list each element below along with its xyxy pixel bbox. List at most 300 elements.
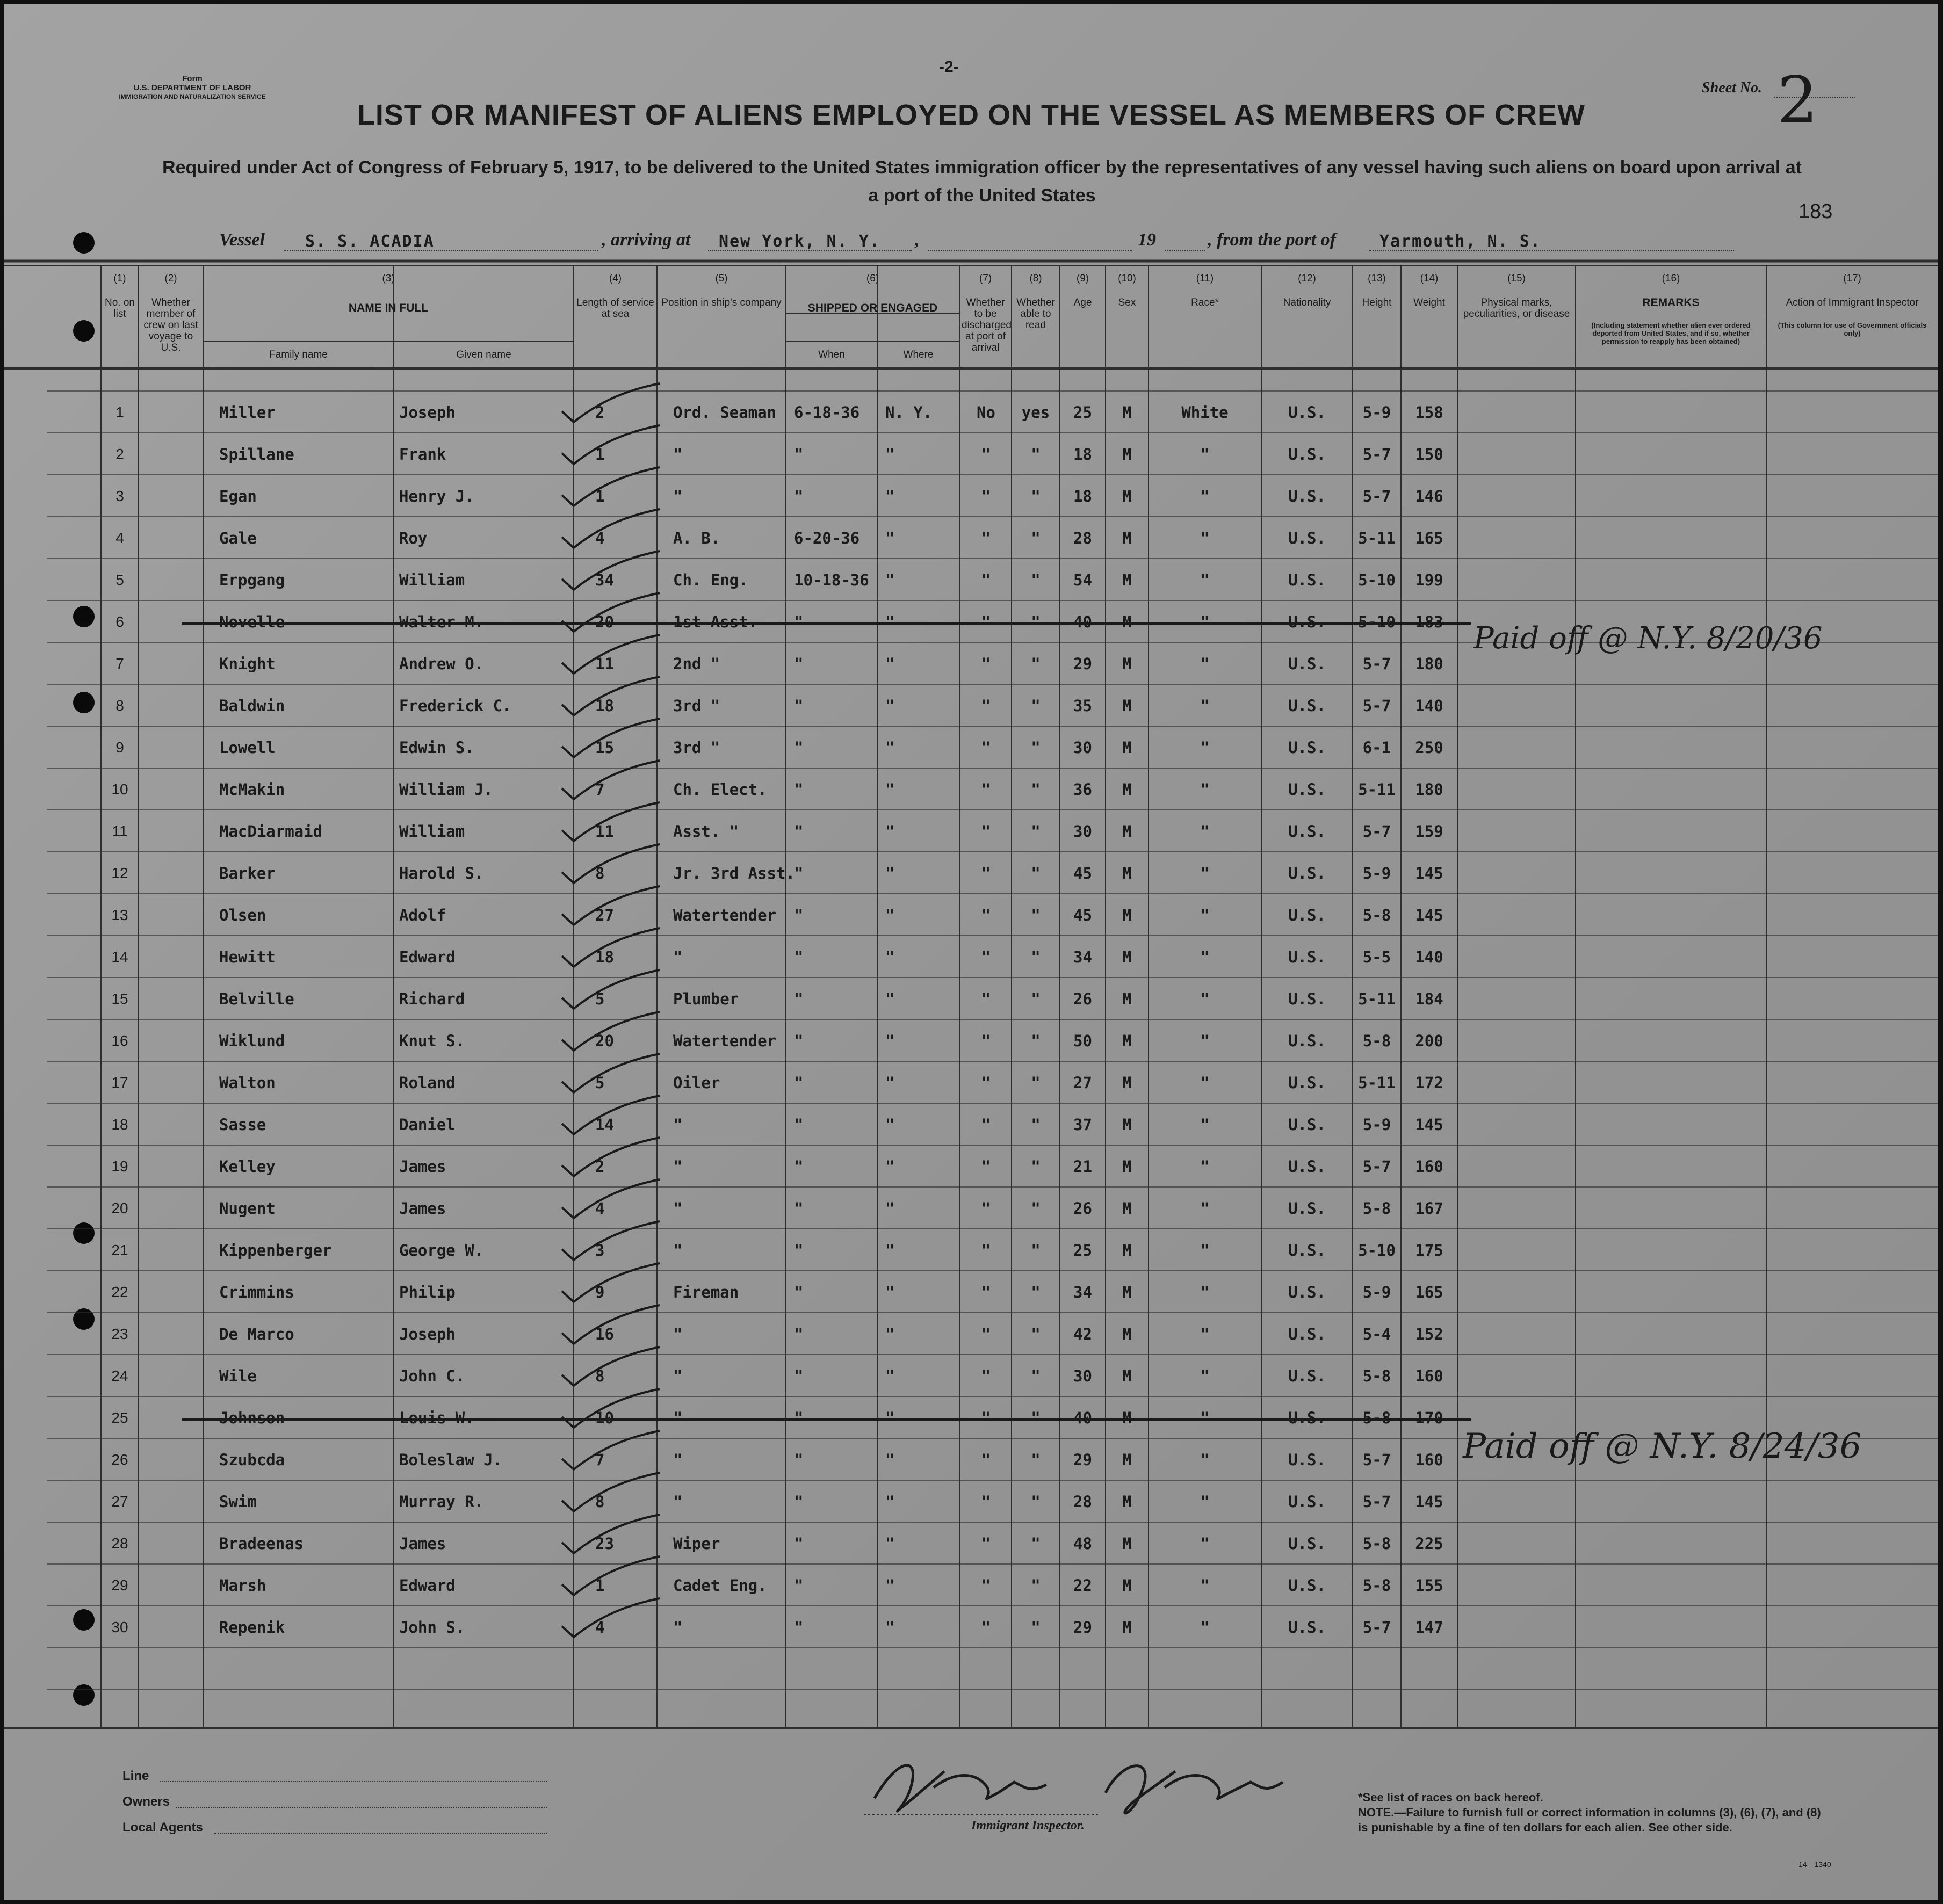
cell-service: 1 (595, 487, 605, 505)
cell-read: " (1031, 697, 1041, 715)
cell-family: Olsen (219, 906, 266, 924)
column-number: (6) (866, 273, 879, 284)
cell-weight: 175 (1415, 1241, 1443, 1259)
cell-where: " (885, 571, 895, 589)
cell-family: Wiklund (219, 1032, 285, 1050)
cell-where: N. Y. (885, 403, 933, 422)
cell-service: 1 (595, 1576, 605, 1595)
cell-position: " (673, 1367, 683, 1385)
cell-when: " (794, 1618, 804, 1637)
cell-where: " (885, 1576, 895, 1595)
cell-sex: M (1122, 403, 1132, 422)
cell-when: " (794, 1534, 804, 1553)
cell-race: " (1200, 739, 1210, 757)
cell-race: " (1200, 1199, 1210, 1218)
cell-position: 2nd " (673, 655, 720, 673)
cell-discharged: " (981, 1032, 991, 1050)
cell-race: " (1200, 864, 1210, 882)
cell-sex: M (1122, 1032, 1132, 1050)
cell-no: 27 (111, 1493, 128, 1510)
cell-where: " (885, 613, 895, 631)
cell-race: " (1200, 697, 1210, 715)
column-number: (15) (1507, 273, 1526, 284)
cell-given: John C. (399, 1367, 465, 1385)
cell-height: 5-7 (1362, 1157, 1391, 1176)
check-mark-icon (558, 505, 665, 553)
cell-no: 28 (111, 1535, 128, 1552)
cell-where: " (885, 655, 895, 673)
check-mark-icon (558, 1468, 665, 1517)
cell-position: " (673, 1241, 683, 1259)
cell-sex: M (1122, 1074, 1132, 1092)
cell-service: 8 (595, 1493, 605, 1511)
column-subheader: Where (903, 349, 934, 360)
cell-height: 5-8 (1362, 1367, 1391, 1385)
cell-service: 27 (595, 906, 614, 924)
cell-weight: 184 (1415, 990, 1443, 1008)
column-number: (3) (382, 273, 395, 284)
cell-where: " (885, 906, 895, 924)
strike-line (182, 1418, 1471, 1421)
cell-service: 5 (595, 990, 605, 1008)
cell-weight: 145 (1415, 1493, 1443, 1511)
cell-sex: M (1122, 1116, 1132, 1134)
cell-position: " (673, 1325, 683, 1343)
cell-age: 29 (1073, 1451, 1092, 1469)
cell-nationality: U.S. (1288, 571, 1326, 589)
cell-when: " (794, 1576, 804, 1595)
cell-position: Jr. 3rd Asst. (673, 864, 795, 882)
cell-read: " (1031, 1618, 1041, 1637)
cell-weight: 167 (1415, 1199, 1443, 1218)
cell-height: 6-1 (1362, 739, 1391, 757)
cell-family: Barker (219, 864, 276, 882)
cell-service: 18 (595, 697, 614, 715)
column-header: Length of service at sea (576, 297, 654, 320)
cell-height: 5-7 (1362, 822, 1391, 841)
cell-family: Crimmins (219, 1283, 294, 1301)
cell-when: " (794, 1032, 804, 1050)
cell-weight: 145 (1415, 1116, 1443, 1134)
cell-service: 7 (595, 780, 605, 799)
cell-family: Lowell (219, 739, 276, 757)
cell-sex: M (1122, 948, 1132, 966)
cell-service: 8 (595, 1367, 605, 1385)
cell-position: A. B. (673, 529, 720, 547)
cell-nationality: U.S. (1288, 948, 1326, 966)
cell-where: " (885, 1493, 895, 1511)
cell-sex: M (1122, 1283, 1132, 1301)
cell-race: " (1200, 1325, 1210, 1343)
page-subtitle: Required under Act of Congress of February 5, 1917, to be delivered to the United States immigration officer by the representatives of any vessel having such aliens on board upon arrival at a port of the United States (162, 157, 1802, 206)
cell-nationality: U.S. (1288, 1409, 1326, 1427)
column-number: (1) (113, 273, 126, 284)
cell-where: " (885, 1451, 895, 1469)
cell-when: " (794, 1451, 804, 1469)
cell-when: " (794, 948, 804, 966)
cell-no: 26 (111, 1451, 128, 1468)
cell-given: Roland (399, 1074, 456, 1092)
cell-given: Edward (399, 948, 456, 966)
cell-when: " (794, 1241, 804, 1259)
cell-where: " (885, 1032, 895, 1050)
cell-sex: M (1122, 1199, 1132, 1218)
inspector-label: Immigrant Inspector. (971, 1819, 1085, 1833)
column-header: Whether member of crew on last voyage to U.S. (143, 297, 198, 353)
cell-family: Spillane (219, 445, 294, 464)
column-header: Sex (1118, 297, 1136, 308)
cell-when: " (794, 697, 804, 715)
cell-no: 18 (111, 1116, 128, 1133)
cell-position: Watertender (673, 906, 777, 924)
cell-family: Swim (219, 1493, 257, 1511)
cell-age: 30 (1073, 822, 1092, 841)
cell-race: " (1200, 948, 1210, 966)
cell-age: 30 (1073, 1367, 1092, 1385)
cell-discharged: " (981, 445, 991, 464)
cell-given: William (399, 822, 465, 841)
cell-weight: 158 (1415, 403, 1443, 422)
local-agents-label: Local Agents (122, 1820, 203, 1835)
cell-discharged: " (981, 1576, 991, 1595)
cell-no: 6 (115, 613, 124, 630)
cell-where: " (885, 445, 895, 464)
cell-race: White (1181, 403, 1229, 422)
cell-family: Nugent (219, 1199, 276, 1218)
cell-race: " (1200, 1534, 1210, 1553)
cell-nationality: U.S. (1288, 780, 1326, 799)
cell-no: 25 (111, 1409, 128, 1426)
cell-when: " (794, 864, 804, 882)
line-label: Line (122, 1769, 149, 1783)
page-mark: -2- (939, 58, 959, 76)
cell-given: James (399, 1199, 446, 1218)
cell-discharged: " (981, 571, 991, 589)
cell-nationality: U.S. (1288, 906, 1326, 924)
cell-height: 5-7 (1362, 655, 1391, 673)
cell-when: " (794, 1367, 804, 1385)
cell-where: " (885, 1325, 895, 1343)
cell-discharged: " (981, 1157, 991, 1176)
cell-sex: M (1122, 1534, 1132, 1553)
column-note: (Including statement whether alien ever ordered deported from United States, and if so, whether permission to reapply has been obtained) (1591, 321, 1751, 345)
cell-age: 34 (1073, 1283, 1092, 1301)
page-title: LIST OR MANIFEST OF ALIENS EMPLOYED ON THE VESSEL AS MEMBERS OF CREW (357, 99, 1586, 131)
column-number: (12) (1298, 273, 1316, 284)
cell-given: Frank (399, 445, 446, 464)
cell-age: 48 (1073, 1534, 1092, 1553)
cell-discharged: " (981, 1534, 991, 1553)
cell-weight: 150 (1415, 445, 1443, 464)
cell-when: " (794, 487, 804, 505)
cell-given: Walter M. (399, 613, 484, 631)
cell-given: William (399, 571, 465, 589)
cell-sex: M (1122, 1157, 1132, 1176)
arriving-label: , arriving at (602, 230, 691, 250)
cell-no: 14 (111, 949, 128, 965)
cell-height: 5-9 (1362, 864, 1391, 882)
cell-read: " (1031, 1032, 1041, 1050)
cell-nationality: U.S. (1288, 1157, 1326, 1176)
cell-discharged: " (981, 780, 991, 799)
cell-race: " (1200, 613, 1210, 631)
cell-height: 5-4 (1362, 1325, 1391, 1343)
cell-where: " (885, 487, 895, 505)
check-mark-icon (558, 1133, 665, 1182)
cell-discharged: " (981, 1409, 991, 1427)
cell-age: 36 (1073, 780, 1092, 799)
cell-height: 5-8 (1362, 906, 1391, 924)
cell-position: " (673, 1157, 683, 1176)
cell-discharged: " (981, 1451, 991, 1469)
cell-where: " (885, 739, 895, 757)
cell-age: 35 (1073, 697, 1092, 715)
cell-height: 5-11 (1358, 529, 1396, 547)
cell-age: 18 (1073, 487, 1092, 505)
cell-height: 5-7 (1362, 1493, 1391, 1511)
cell-weight: 165 (1415, 529, 1443, 547)
cell-given: Richard (399, 990, 465, 1008)
column-number: (16) (1662, 273, 1680, 284)
cell-height: 5-7 (1362, 445, 1391, 464)
strike-line (182, 622, 1471, 625)
cell-position: Ord. Seaman (673, 403, 777, 422)
check-mark-icon (558, 798, 665, 846)
cell-height: 5-5 (1362, 948, 1391, 966)
cell-where: " (885, 1074, 895, 1092)
cell-height: 5-11 (1358, 1074, 1396, 1092)
column-note: (This column for use of Government officials only) (1778, 321, 1927, 337)
cell-sex: M (1122, 1576, 1132, 1595)
cell-family: McMakin (219, 780, 285, 799)
cell-when: 10-18-36 (794, 571, 869, 589)
cell-no: 11 (112, 823, 128, 839)
cell-family: Knight (219, 655, 276, 673)
cell-position: 1st Asst. (673, 613, 758, 631)
inspector-signature (853, 1739, 1294, 1830)
cell-age: 29 (1073, 655, 1092, 673)
check-mark-icon (558, 589, 665, 637)
cell-height: 5-7 (1362, 487, 1391, 505)
cell-read: " (1031, 1283, 1041, 1301)
cell-position: " (673, 445, 683, 464)
cell-when: " (794, 906, 804, 924)
cell-when: " (794, 739, 804, 757)
cell-read: " (1031, 906, 1041, 924)
check-mark-icon (558, 547, 665, 595)
cell-weight: 152 (1415, 1325, 1443, 1343)
cell-service: 7 (595, 1451, 605, 1469)
cell-sex: M (1122, 1618, 1132, 1637)
cell-discharged: " (981, 906, 991, 924)
cell-height: 5-11 (1358, 990, 1396, 1008)
cell-race: " (1200, 990, 1210, 1008)
cell-age: 26 (1073, 990, 1092, 1008)
cell-service: 11 (595, 822, 614, 841)
cell-given: William J. (399, 780, 493, 799)
check-mark-icon (558, 379, 665, 428)
owners-label: Owners (122, 1794, 170, 1809)
cell-sex: M (1122, 739, 1132, 757)
cell-height: 5-8 (1362, 1199, 1391, 1218)
cell-nationality: U.S. (1288, 1618, 1326, 1637)
check-mark-icon (558, 1217, 665, 1265)
cell-age: 45 (1073, 906, 1092, 924)
cell-weight: 146 (1415, 487, 1443, 505)
cell-nationality: U.S. (1288, 1325, 1326, 1343)
footnote: *See list of races on back hereof. NOTE.—Failure to furnish full or correct information in columns (3), (6), (7), and (8) is punishable by a fine of ten dollars for each alien. See other side. (1358, 1791, 1821, 1834)
cell-when: " (794, 1409, 804, 1427)
cell-height: 5-7 (1362, 697, 1391, 715)
cell-family: Bradeenas (219, 1534, 304, 1553)
owners-field (176, 1807, 547, 1808)
cell-no: 3 (115, 488, 124, 504)
check-mark-icon (558, 1552, 665, 1601)
cell-family: Repenik (219, 1618, 285, 1637)
check-mark-icon (558, 924, 665, 972)
cell-position: Fireman (673, 1283, 739, 1301)
cell-weight: 140 (1415, 697, 1443, 715)
cell-where: " (885, 1618, 895, 1637)
check-mark-icon (558, 421, 665, 469)
cell-nationality: U.S. (1288, 1451, 1326, 1469)
cell-read: " (1031, 571, 1041, 589)
cell-family: Erpgang (219, 571, 285, 589)
cell-no: 7 (115, 655, 124, 672)
cell-position: Watertender (673, 1032, 777, 1050)
cell-weight: 200 (1415, 1032, 1443, 1050)
cell-when: " (794, 1325, 804, 1343)
check-mark-icon (558, 882, 665, 930)
cell-position: 3rd " (673, 739, 720, 757)
form-code: 14—1340 (1798, 1860, 1831, 1869)
cell-weight: 160 (1415, 1451, 1443, 1469)
arriving-port: New York, N. Y. (719, 232, 880, 251)
cell-when: " (794, 1283, 804, 1301)
cell-read: " (1031, 948, 1041, 966)
cell-race: " (1200, 1283, 1210, 1301)
cell-weight: 147 (1415, 1618, 1443, 1637)
cell-race: " (1200, 1618, 1210, 1637)
cell-height: 5-8 (1362, 1409, 1391, 1427)
cell-discharged: " (981, 1074, 991, 1092)
cell-nationality: U.S. (1288, 739, 1326, 757)
year-label: 19 (1138, 230, 1156, 250)
cell-family: Belville (219, 990, 294, 1008)
cell-where: " (885, 990, 895, 1008)
cell-sex: M (1122, 780, 1132, 799)
cell-when: 6-20-36 (794, 529, 860, 547)
cell-sex: M (1122, 1409, 1132, 1427)
cell-given: Roy (399, 529, 428, 547)
vessel-name: S. S. ACADIA (305, 232, 435, 251)
cell-where: " (885, 864, 895, 882)
cell-read: " (1031, 739, 1041, 757)
check-mark-icon (558, 1385, 665, 1433)
cell-age: 28 (1073, 529, 1092, 547)
cell-given: Joseph (399, 1325, 456, 1343)
cell-given: James (399, 1534, 446, 1553)
cell-age: 54 (1073, 571, 1092, 589)
check-mark-icon (558, 1594, 665, 1642)
cell-position: Wiper (673, 1534, 720, 1553)
column-header: Race* (1191, 297, 1219, 308)
cell-nationality: U.S. (1288, 1367, 1326, 1385)
cell-family: De Marco (219, 1325, 294, 1343)
cell-service: 4 (595, 529, 605, 547)
cell-nationality: U.S. (1288, 445, 1326, 464)
cell-height: 5-11 (1358, 780, 1396, 799)
cell-no: 23 (111, 1326, 128, 1342)
cell-when: " (794, 1116, 804, 1134)
cell-read: " (1031, 1493, 1041, 1511)
cell-no: 2 (115, 446, 124, 462)
cell-where: " (885, 529, 895, 547)
cell-when: " (794, 1493, 804, 1511)
column-number: (10) (1118, 273, 1136, 284)
column-header: Physical marks, peculiarities, or disease (1463, 297, 1570, 320)
cell-discharged: " (981, 655, 991, 673)
cell-read: " (1031, 613, 1041, 631)
cell-given: James (399, 1157, 446, 1176)
cell-service: 2 (595, 403, 605, 422)
cell-no: 16 (111, 1032, 128, 1049)
cell-given: Knut S. (399, 1032, 465, 1050)
cell-given: Andrew O. (399, 655, 484, 673)
column-number: (17) (1843, 273, 1861, 284)
cell-discharged: No (977, 403, 995, 422)
column-header: Nationality (1283, 297, 1331, 308)
cell-read: " (1031, 780, 1041, 799)
departure-port: Yarmouth, N. S. (1379, 232, 1541, 251)
cell-read: " (1031, 1199, 1041, 1218)
cell-given: Edward (399, 1576, 456, 1595)
cell-discharged: " (981, 1325, 991, 1343)
vessel-label: Vessel (219, 230, 265, 250)
cell-race: " (1200, 822, 1210, 841)
cell-family: Marsh (219, 1576, 266, 1595)
cell-service: 2 (595, 1157, 605, 1176)
cell-no: 22 (111, 1284, 128, 1300)
cell-service: 34 (595, 571, 614, 589)
cell-nationality: U.S. (1288, 1283, 1326, 1301)
cell-when: " (794, 1199, 804, 1218)
cell-age: 18 (1073, 445, 1092, 464)
cell-nationality: U.S. (1288, 487, 1326, 505)
cell-race: " (1200, 1241, 1210, 1259)
cell-race: " (1200, 1409, 1210, 1427)
cell-race: " (1200, 529, 1210, 547)
cell-age: 30 (1073, 739, 1092, 757)
cell-weight: 155 (1415, 1576, 1443, 1595)
cell-service: 9 (595, 1283, 605, 1301)
cell-family: Miller (219, 403, 276, 422)
cell-weight: 165 (1415, 1283, 1443, 1301)
cell-height: 5-10 (1358, 571, 1396, 589)
cell-position: " (673, 1409, 683, 1427)
cell-read: " (1031, 1451, 1041, 1469)
cell-position: Cadet Eng. (673, 1576, 767, 1595)
cell-given: Joseph (399, 403, 456, 422)
cell-race: " (1200, 1451, 1210, 1469)
cell-discharged: " (981, 1283, 991, 1301)
cell-no: 15 (111, 990, 128, 1007)
cell-height: 5-8 (1362, 1032, 1391, 1050)
cell-nationality: U.S. (1288, 1534, 1326, 1553)
cell-read: " (1031, 990, 1041, 1008)
cell-no: 13 (111, 907, 128, 923)
cell-read: " (1031, 1409, 1041, 1427)
